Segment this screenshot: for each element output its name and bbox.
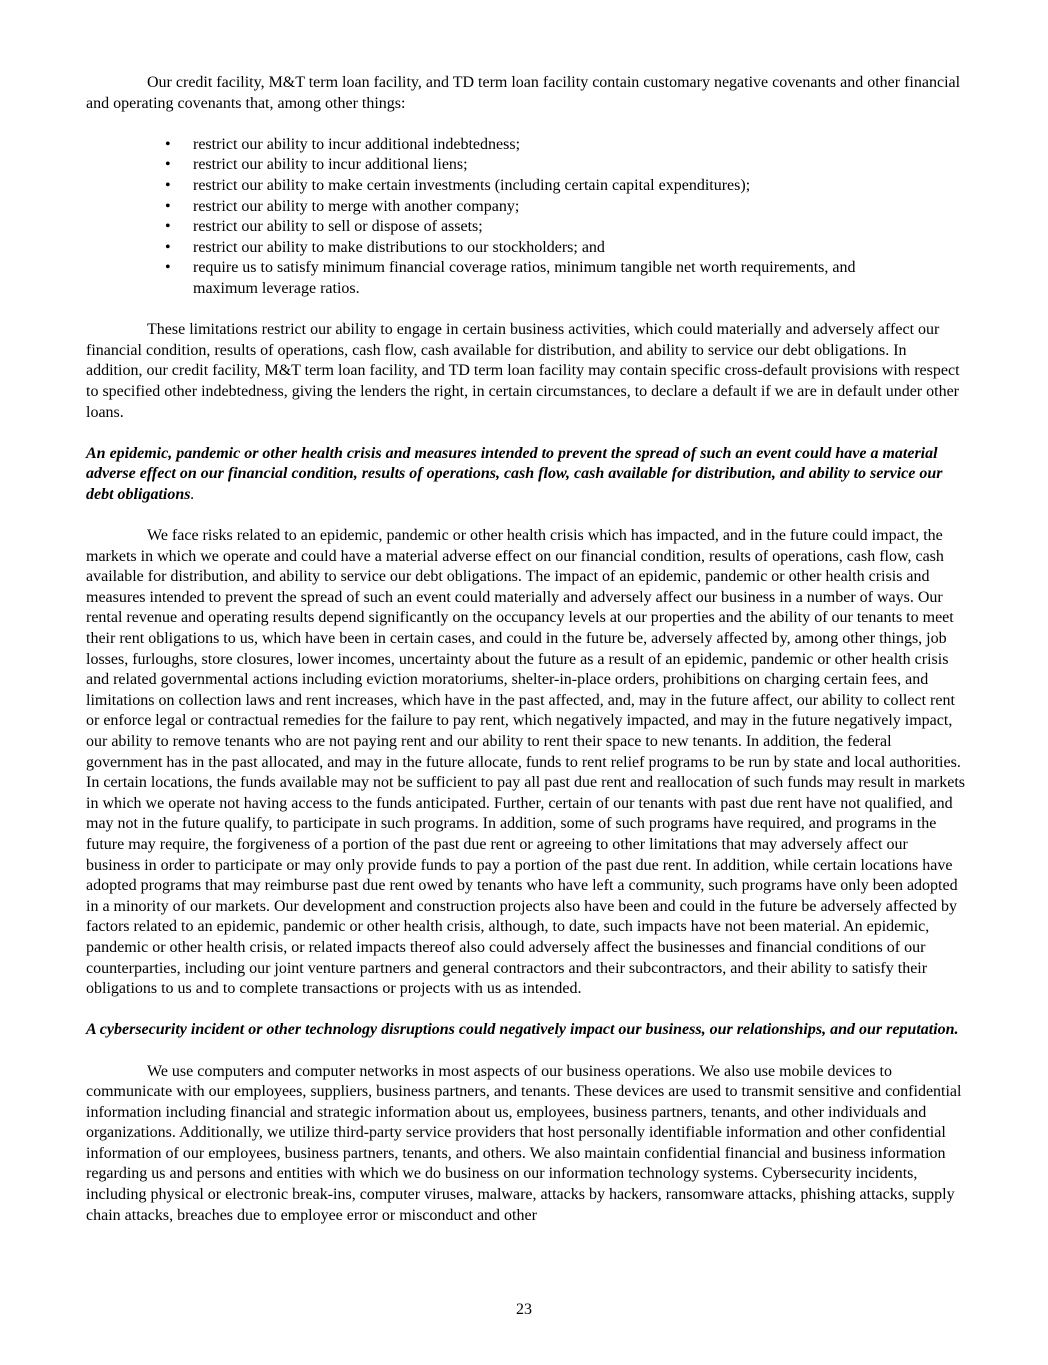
epidemic-paragraph: We face risks related to an epidemic, pandemic or other health crisis which has impacted, and in the future could impact, the markets in which we operate and could have a material adverse effect on our financial condition, results of operations, cash flow, cash available for distribution, and ability to service our debt obligations. The impact of an epidemic, pandemic or other health crisis and measures intended to prevent the spread of such an event could materially and adversely affect our business in a number of ways. Our rental revenue and operating results depend significantly on the occupancy levels at our properties and the ability of our tenants to meet their rent obligations to us, which have been in certain cases, and could in the future be, adversely affected by, among other things, job losses, furloughs, store closures, lower incomes, uncertainty about the future as a result of an epidemic, pandemic or other health crisis and related governmental actions including eviction moratoriums, shelter-in-place orders, prohibitions on charging certain fees, and limitations on collection laws and rent increases, which have in the past affected, and, may in the future affect, our ability to collect rent or enforce legal or contractual remedies for the failure to pay rent, which negatively impacted, and may in the future negatively impact, our ability to remove tenants who are not paying rent and our ability to rent their space to new tenants. In addition, the federal government has in the past allocated, and may in the future allocate, funds to rent relief programs to be run by state and local authorities. In certain locations, the funds available may not be sufficient to pay all past due rent and reallocation of such funds may result in markets in which we operate not having access to the funds anticipated. Further, certain of our tenants with past due rent have not qualified, and may not in the future qualify, to participate in such programs. In addition, some of such programs have required, and programs in the future may require, the forgiveness of a portion of the past due rent or agreeing to other limitations that may adversely affect our business in order to participate or may only provide funds to pay a portion of the past due rent. In addition, while certain locations have adopted programs that may reimburse past due rent owed by tenants who have left a community, such programs have only been adopted in a minority of our markets. Our development and construction projects also have been and could in the future be adversely affected by factors related to an epidemic, pandemic or other health crisis, although, to date, such impacts have not been material. An epidemic, pandemic or other health crisis, or related impacts thereof also could adversely affect the businesses and financial conditions of our counterparties, including our joint venture partners and general contractors and their subcontractors, and their ability to satisfy their obligations to us and to complete transactions or projects with us as intended. bbox=[86, 527, 965, 998]
list-item-text: restrict our ability to incur additional indebtedness; bbox=[193, 135, 521, 153]
list-item bbox=[165, 176, 966, 197]
cybersecurity-risk-heading: A cybersecurity incident or other technology disruptions could negatively impact our business, our relationships, and our reputation. bbox=[86, 1021, 959, 1039]
intro-paragraph: Our credit facility, M&T term loan facility, and TD term loan facility contain customary negative covenants and other financial and operating covenants that, among other things: bbox=[86, 74, 961, 112]
list-item-text: restrict our ability to merge with another company; bbox=[193, 197, 520, 215]
list-item-text: restrict our ability to make certain investments (including certain capital expenditures); bbox=[193, 176, 751, 194]
bullet-icon: • bbox=[165, 238, 171, 256]
bullet-icon: • bbox=[165, 135, 171, 153]
list-item bbox=[165, 155, 966, 176]
bullet-icon: • bbox=[165, 197, 171, 215]
list-item bbox=[165, 197, 966, 218]
list-item bbox=[165, 238, 966, 259]
bullet-icon: • bbox=[165, 259, 171, 277]
bullet-icon: • bbox=[165, 156, 171, 174]
list-item-text: restrict our ability to sell or dispose of assets; bbox=[193, 218, 483, 236]
document-page bbox=[86, 73, 966, 1247]
limitations-paragraph: These limitations restrict our ability to engage in certain business activities, which could materially and adversely affect our financial condition, results of operations, cash flow, cash available for distribution, and ability to service our debt obligations. In addition, our credit facility, M&T term loan facility, and TD term loan facility may contain specific cross-default provisions with respect to specified other indebtedness, giving the lenders the right, in certain circumstances, to declare a default if we are in default under other loans. bbox=[86, 321, 960, 421]
heading-period: . bbox=[190, 485, 195, 503]
list-item-text: restrict our ability to make distributions to our stockholders; and bbox=[193, 238, 605, 256]
epidemic-risk-heading bbox=[86, 444, 966, 506]
cybersecurity-paragraph: We use computers and computer networks in most aspects of our business operations. We also use mobile devices to communicate with our employees, suppliers, business partners, and tenants. These devices are used to transmit sensitive and confidential information including financial and strategic information about us, employees, business partners, tenants, and other individuals and organizations. Additionally, we utilize third-party service providers that host personally identifiable information and other confidential information of our employees, business partners, tenants, and others. We also maintain confidential financial and business information regarding us and persons and entities with which we do business on our information technology systems. Cybersecurity incidents, including physical or electronic break-ins, computer viruses, malware, attacks by hackers, ransomware attacks, phishing attacks, supply chain attacks, breaches due to employee error or misconduct and other bbox=[86, 1062, 962, 1224]
list-item-text: restrict our ability to incur additional liens; bbox=[193, 156, 468, 174]
list-item bbox=[165, 217, 966, 238]
covenant-list bbox=[86, 135, 966, 300]
list-item bbox=[165, 258, 966, 299]
list-item bbox=[165, 135, 966, 156]
list-item-text: require us to satisfy minimum financial coverage ratios, minimum tangible net worth requirements, and maximum leverage ratios. bbox=[193, 259, 856, 297]
page-number: 23 bbox=[516, 1301, 532, 1318]
bullet-icon: • bbox=[165, 176, 171, 194]
heading-text: An epidemic, pandemic or other health crisis and measures intended to prevent the spread of such an event could have a material adverse effect on our financial condition, results of operations, cash flow, cash available for distribution, and ability to service our debt obligations bbox=[86, 444, 943, 503]
bullet-icon: • bbox=[165, 218, 171, 236]
